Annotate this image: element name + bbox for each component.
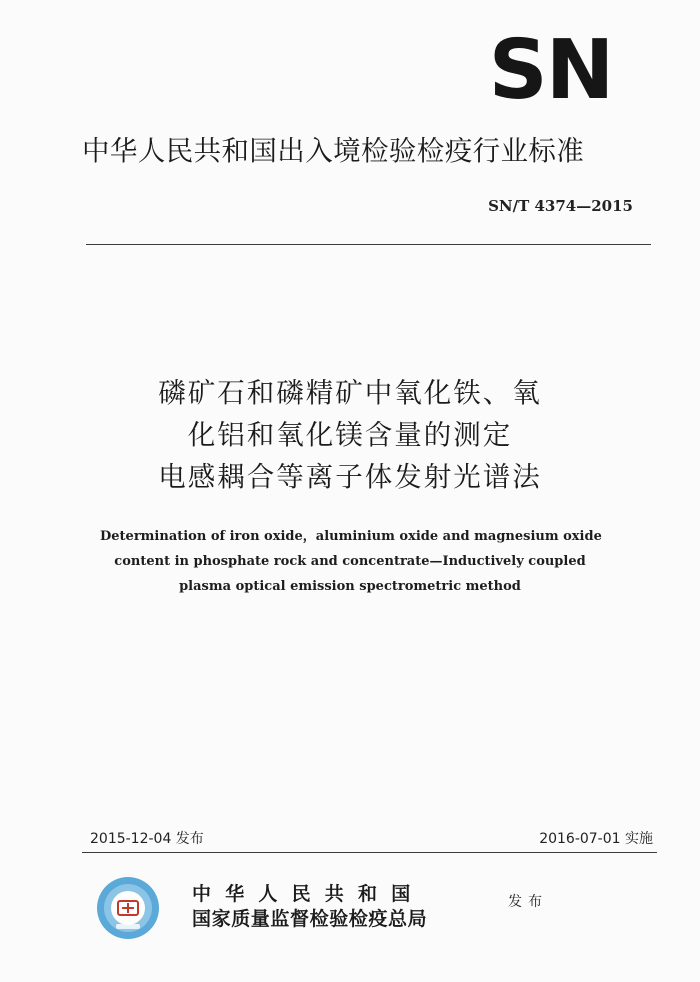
issue-date: 2015-12-04 发布	[90, 831, 204, 847]
english-title	[100, 524, 600, 599]
english-title-line-2: content in phosphate rock and concentrate—Inductively coupled	[114, 554, 586, 569]
chinese-title-line-2: 化铝和氧化镁含量的测定	[187, 419, 513, 451]
bottom-divider	[82, 852, 657, 853]
standard-code: SN/T 4374—2015	[488, 197, 633, 215]
english-title-line-3: plasma optical emission spectrometric method	[179, 579, 521, 594]
chinese-title-line-1: 磷矿石和磷精矿中氧化铁、氧	[158, 377, 542, 409]
chinese-title-line-3: 电感耦合等离子体发射光谱法	[158, 461, 542, 493]
issuer-country: 中华人民共和国	[192, 883, 425, 905]
english-title-line-1: Determination of iron oxide，aluminium oxide and magnesium oxide	[100, 529, 602, 544]
issuer-block	[192, 882, 427, 932]
top-divider	[86, 244, 651, 245]
issuer-agency: 国家质量监督检验检疫总局	[192, 908, 428, 930]
chinese-title	[120, 372, 580, 498]
publish-label: 发布	[508, 894, 548, 910]
agency-title: 中华人民共和国出入境检验检疫行业标准	[82, 135, 585, 167]
implementation-date: 2016-07-01 实施	[539, 831, 653, 847]
sn-logo: SN	[488, 23, 613, 118]
seal-icon	[96, 876, 160, 940]
